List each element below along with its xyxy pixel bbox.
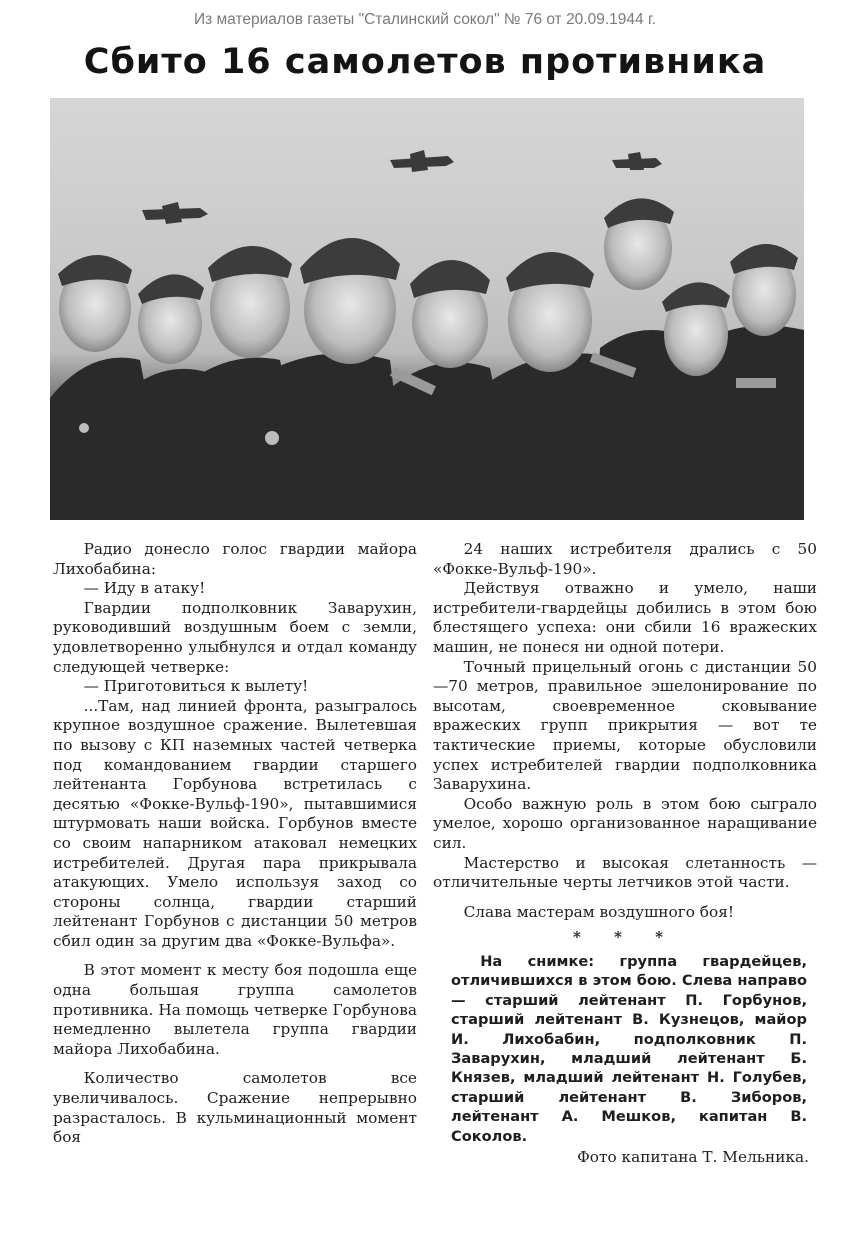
photo-caption [433,952,817,1146]
paragraph: 24 наших истребителя дрались с 50 «Фокке-Вульф-190». [433,540,817,578]
caption-text: На снимке: группа гвардейцев, отличившихся в этом бою. Слева направо — старший лейтенант П. Горбунов, старший лейтенант В. Кузнецов, майор И. Лихобабин, подполковник П. Заварухин, младший лейтенант Б. Князев, младший лейтенант Н. Голубев, старший лейтенант В. Зиборов, лейтенант А. Мешков, капитан В. Соколов. [451,952,807,1145]
paragraph: ...Там, над линией фронта, разыгралось крупное воздушное сражение. Вылетевшая по вызову с КП наземных частей четверка под командованием гвардии старшего лейтенанта Горбунова встретилась с десятью «Фокке-Вульф-190», пытавшимися штурмовать наши войска. Горбунов вместе со своим напарником атаковал немецких истребителей. Другая пара прикрывала атакующих. Умело используя заход со стороны солнца, гвардии старший лейтенант Горбунов с дистанции 50 метров сбил один за другим два «Фокке-Вульфа». [53,696,417,950]
left-column [53,540,417,1148]
photo-credit: Фото капитана Т. Мельника. [577,1147,809,1166]
paragraph: В этот момент к месту боя подошла еще одна большая группа самолетов противника. На помощь четверке Горбунова немедленно вылетела группа гвардии майора Лихобабина. [53,961,417,1058]
paragraph: Точный прицельный огонь с дистанции 50—70 метров, правильное эшелонирование по высотам, своевременное сковывание вражеских групп прикрытия — вот те тактические приемы, которые обусловили успех истребителей гвардии подполковника Заварухина. [433,657,817,794]
right-column [433,540,817,1168]
paragraph: — Иду в атаку! [83,579,206,598]
group-photo [50,98,804,520]
separator-stars: * * * [573,928,677,947]
paragraph: Количество самолетов все увеличивалось. Сражение непрерывно разрасталось. В кульминационный момент боя [53,1069,417,1147]
source-note: Из материалов газеты "Сталинский сокол" № 76 от 20.09.1944 г. [193,11,657,28]
paragraph: Слава мастерам воздушного боя! [463,902,735,921]
headline: Сбито 16 самолетов противника [83,42,767,82]
paragraph: Мастерство и высокая слетанность — отличительные черты летчиков этой части. [433,853,817,892]
plane-silhouette [142,202,208,224]
paragraph: Радио донесло голос гвардии майора Лихобабина: [53,540,417,578]
paragraph: Особо важную роль в этом бою сыграло умелое, хорошо организованное наращивание сил. [433,794,817,852]
paragraph: Гвардии подполковник Заварухин, руководивший воздушным боем с земли, удовлетворенно улыбнулся и отдал команду следующей четверке: [53,598,417,676]
paragraph: Действуя отважно и умело, наши истребители-гвардейцы добились в этом бою блестящего успеха: они сбили 16 вражеских машин, не понеся ни одной потери. [433,579,817,656]
paragraph: — Приготовиться к вылету! [83,677,309,696]
